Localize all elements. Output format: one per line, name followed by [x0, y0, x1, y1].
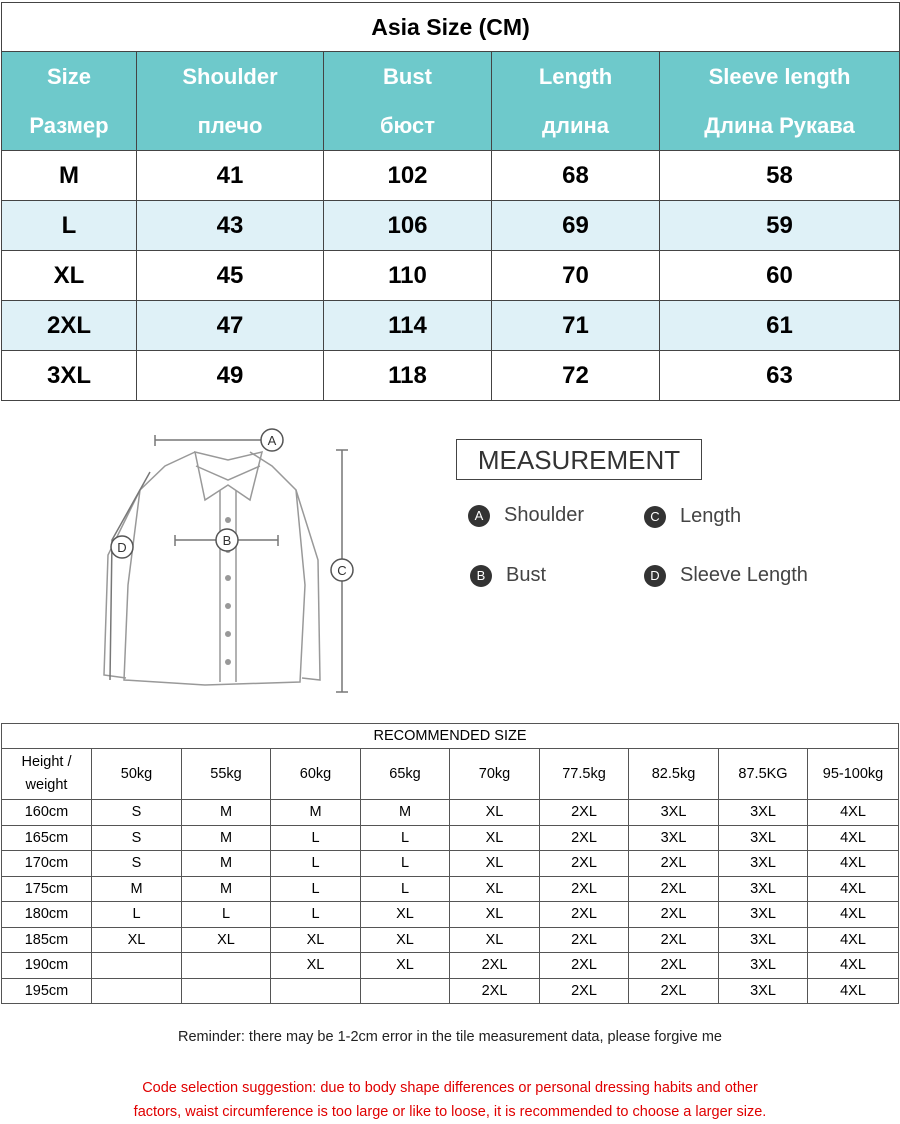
size-cell: L [271, 851, 361, 877]
weight-header: 77.5kg [540, 749, 629, 800]
legend-marker-a: A [468, 505, 490, 527]
height-cell: 175cm [2, 876, 92, 902]
size-cell: 4XL [808, 800, 899, 826]
table-row [2, 927, 899, 953]
legend-label: Shoulder [504, 504, 585, 526]
reminder-note: Reminder: there may be 1-2cm error in the tile measurement data, please forgive me [178, 1029, 722, 1045]
size-cell: L [271, 902, 361, 928]
size-cell: XL [92, 927, 182, 953]
size-cell: 2XL [450, 978, 540, 1004]
size-cell: 4XL [808, 825, 899, 851]
height-cell: 165cm [2, 825, 92, 851]
header-length: Length длина [492, 52, 660, 151]
recommended-title: RECOMMENDED SIZE [2, 724, 899, 749]
size-cell: 4XL [808, 902, 899, 928]
table-row [2, 876, 899, 902]
size-cell: 2XL [629, 953, 719, 979]
size-cell: 3XL [719, 902, 808, 928]
size-cell: XL [271, 953, 361, 979]
marker-c-text: C [337, 563, 347, 578]
header-sleeve-length: Sleeve length Длина Рукава [660, 52, 900, 151]
cell: 58 [660, 151, 900, 201]
table-row [2, 151, 900, 201]
weight-header: 82.5kg [629, 749, 719, 800]
cell: 106 [324, 201, 492, 251]
size-cell: 2XL [540, 800, 629, 826]
size-cell [182, 953, 271, 979]
size-cell: L [361, 876, 450, 902]
weight-header: 87.5KG [719, 749, 808, 800]
size-cell: 3XL [719, 927, 808, 953]
size-cell: M [92, 876, 182, 902]
legend-marker-d: D [644, 565, 666, 587]
legend-label: Sleeve Length [680, 564, 808, 586]
size-cell: 4XL [808, 851, 899, 877]
size-cell: 3XL [719, 800, 808, 826]
weight-header: 95-100kg [808, 749, 899, 800]
size-cell: 2XL [629, 876, 719, 902]
height-cell: 160cm [2, 800, 92, 826]
height-cell: 170cm [2, 851, 92, 877]
size-cell: 2XL [450, 953, 540, 979]
header-size: Size Размер [2, 52, 137, 151]
size-cell [92, 953, 182, 979]
size-cell: XL [450, 876, 540, 902]
size-cell: XL [361, 902, 450, 928]
header-bust: Bust бюст [324, 52, 492, 151]
size-cell: 4XL [808, 876, 899, 902]
cell: 49 [137, 351, 324, 401]
weight-header: 60kg [271, 749, 361, 800]
size-cell: L [182, 902, 271, 928]
weight-header: 50kg [92, 749, 182, 800]
size-cell: L [271, 825, 361, 851]
table-row [2, 902, 899, 928]
size-cell: XL [271, 927, 361, 953]
table-row [2, 825, 899, 851]
cell: 71 [492, 301, 660, 351]
marker-d-text: D [117, 540, 127, 555]
size-cell: 2XL [629, 978, 719, 1004]
table-row [2, 351, 900, 401]
legend-marker-c: C [644, 506, 666, 528]
table-row [2, 201, 900, 251]
size-cell: S [92, 851, 182, 877]
legend-sleeve-length [644, 564, 808, 587]
size-cell: XL [450, 851, 540, 877]
size-table-header [2, 52, 900, 151]
cell: 63 [660, 351, 900, 401]
size-cell: 3XL [719, 953, 808, 979]
size-cell [361, 978, 450, 1004]
marker-a-text: A [267, 433, 277, 448]
size-cell: 4XL [808, 953, 899, 979]
size-cell [92, 978, 182, 1004]
size-cell: L [92, 902, 182, 928]
size-cell: XL [450, 927, 540, 953]
cell: 43 [137, 201, 324, 251]
cell: 45 [137, 251, 324, 301]
legend-label: Length [680, 505, 742, 527]
size-cell: XL [361, 927, 450, 953]
size-table [1, 2, 900, 401]
legend-length [644, 505, 741, 528]
size-cell: L [361, 851, 450, 877]
size-cell: 2XL [629, 851, 719, 877]
cell: 102 [324, 151, 492, 201]
size-cell [271, 978, 361, 1004]
size-cell: 2XL [540, 978, 629, 1004]
size-cell: 3XL [719, 825, 808, 851]
table-row [2, 301, 900, 351]
suggestion-line-2: factors, waist circumference is too large or like to loose, it is recommended to choose a larger size. [133, 1104, 767, 1120]
size-cell: 2XL [540, 825, 629, 851]
size-cell: L [271, 876, 361, 902]
size-cell: 3XL [719, 876, 808, 902]
cell: 68 [492, 151, 660, 201]
size-table-title: Asia Size (CM) [2, 3, 900, 52]
size-suggestion-note [0, 1076, 900, 1124]
weight-header: 55kg [182, 749, 271, 800]
size-cell: 3XL [719, 851, 808, 877]
measurement-title: MEASUREMENT [456, 439, 702, 480]
size-cell: XL [182, 927, 271, 953]
suggestion-line-1: Code selection suggestion: due to body shape differences or personal dressing habits and other [142, 1080, 758, 1096]
size-cell: M [361, 800, 450, 826]
weight-header: 65kg [361, 749, 450, 800]
size-cell: 4XL [808, 978, 899, 1004]
cell: M [2, 151, 137, 201]
marker-b-text: B [222, 533, 232, 548]
cell: 110 [324, 251, 492, 301]
shirt-diagram [0, 410, 440, 705]
size-cell: 2XL [540, 927, 629, 953]
size-cell: S [92, 800, 182, 826]
legend-bust [470, 564, 546, 587]
size-cell: 2XL [540, 876, 629, 902]
cell: 60 [660, 251, 900, 301]
height-cell: 195cm [2, 978, 92, 1004]
size-cell: XL [450, 902, 540, 928]
cell: 3XL [2, 351, 137, 401]
cell: 118 [324, 351, 492, 401]
size-cell: M [271, 800, 361, 826]
size-cell: XL [450, 825, 540, 851]
size-cell: 2XL [540, 851, 629, 877]
legend-label: Bust [506, 564, 547, 586]
legend-shoulder [468, 504, 584, 527]
height-cell: 180cm [2, 902, 92, 928]
legend-marker-b: B [470, 565, 492, 587]
size-cell: 3XL [629, 800, 719, 826]
cell: 47 [137, 301, 324, 351]
recommended-size-table [1, 723, 899, 1004]
size-cell: M [182, 800, 271, 826]
size-cell: 3XL [629, 825, 719, 851]
cell: L [2, 201, 137, 251]
cell: 41 [137, 151, 324, 201]
table-row [2, 851, 899, 877]
size-cell: 2XL [629, 927, 719, 953]
cell: 70 [492, 251, 660, 301]
cell: 61 [660, 301, 900, 351]
size-cell: S [92, 825, 182, 851]
cell: XL [2, 251, 137, 301]
cell: 114 [324, 301, 492, 351]
size-cell [182, 978, 271, 1004]
size-cell: L [361, 825, 450, 851]
table-row [2, 251, 900, 301]
size-cell: M [182, 825, 271, 851]
size-cell: 2XL [540, 902, 629, 928]
size-cell: 2XL [629, 902, 719, 928]
recommended-header [2, 749, 899, 800]
size-cell: XL [361, 953, 450, 979]
height-cell: 185cm [2, 927, 92, 953]
table-row [2, 800, 899, 826]
header-shoulder: Shoulder плечо [137, 52, 324, 151]
table-row [2, 978, 899, 1004]
weight-header: 70kg [450, 749, 540, 800]
size-cell: 2XL [540, 953, 629, 979]
corner-cell: Height / weight [2, 749, 92, 800]
size-cell: 4XL [808, 927, 899, 953]
size-cell: XL [450, 800, 540, 826]
cell: 2XL [2, 301, 137, 351]
cell: 69 [492, 201, 660, 251]
table-row [2, 953, 899, 979]
cell: 72 [492, 351, 660, 401]
height-cell: 190cm [2, 953, 92, 979]
size-cell: M [182, 876, 271, 902]
size-cell: M [182, 851, 271, 877]
size-cell: 3XL [719, 978, 808, 1004]
cell: 59 [660, 201, 900, 251]
